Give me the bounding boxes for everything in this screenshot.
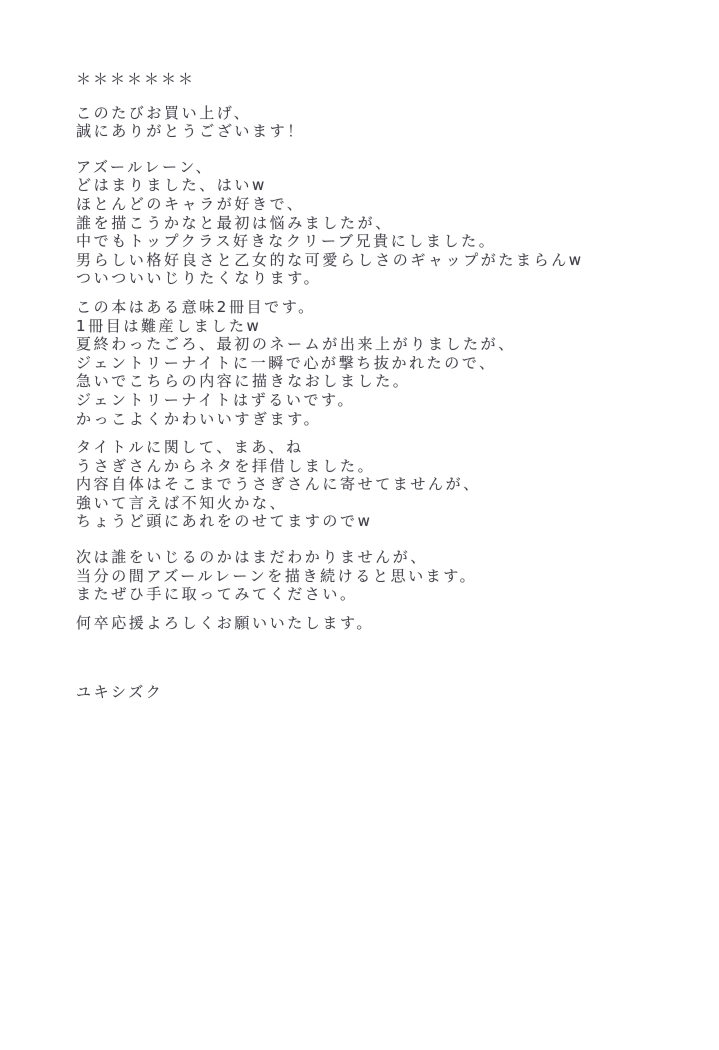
afterword-line: 急いでこちらの内容に描きなおしました。 <box>76 372 411 391</box>
afterword-line: ほとんどのキャラが好きで、 <box>76 194 305 213</box>
afterword-line: ジェントリーナイトに一瞬で心が撃ち抜かれたので、 <box>76 353 497 372</box>
afterword-line: アズールレーン、 <box>76 157 214 176</box>
afterword-paragraph-second-book <box>76 298 584 428</box>
afterword-line: またぜひ手に取ってみてください。 <box>76 585 358 604</box>
afterword-line: このたびお買い上げ、 <box>76 103 252 122</box>
afterword-line: 夏終わったごろ、最初のネームが出来上がりましたが、 <box>76 335 516 354</box>
afterword-paragraph-closing <box>76 614 584 633</box>
afterword-line: 誠にありがとうございます！ <box>76 122 305 141</box>
afterword-line: どはまりました、はいw <box>76 176 267 195</box>
afterword-line: 内容自体はそこまでうさぎさんに寄せてませんが、 <box>76 475 481 494</box>
afterword-line: 1冊目は難産しましたw <box>76 316 262 335</box>
afterword-text-block <box>76 70 584 702</box>
afterword-line: タイトルに関して、まあ、ね <box>76 438 304 457</box>
afterword-paragraph-title <box>76 438 584 531</box>
afterword-line: ジェントリーナイトはずるいです。 <box>76 390 356 409</box>
afterword-line: 男らしい格好良さと乙女的な可愛らしさのギャップがたまらんw <box>76 250 584 269</box>
afterword-line: 何卒応援よろしくお願いいたします。 <box>76 613 375 632</box>
afterword-line: ついついいじりたくなります。 <box>76 269 322 288</box>
afterword-line: うさぎさんからネタを拝借しました。 <box>76 456 376 475</box>
afterword-paragraph-azurlane <box>76 158 584 288</box>
afterword-line: 次は誰をいじるのかはまだわかりませんが、 <box>76 548 429 567</box>
afterword-line: 中でもトップクラス好きなクリーブ兄貴にしました。 <box>76 232 497 251</box>
author-signature: ユキシズク <box>76 683 164 702</box>
afterword-line: 強いて言えば不知火かな、 <box>76 493 288 512</box>
afterword-line: 誰を描こうかなと最初は悩みましたが、 <box>76 213 393 232</box>
afterword-line: ちょうど頭にあれをのせてますのでw <box>76 512 373 531</box>
afterword-paragraph-thanks <box>76 104 584 141</box>
afterword-line: この本はある意味2冊目です。 <box>76 297 316 316</box>
afterword-line: かっこよくかわいいすぎます。 <box>76 409 322 428</box>
afterword-line: 当分の間アズールレーンを描き続けると思います。 <box>76 566 478 585</box>
afterword-paragraph-next <box>76 548 584 604</box>
asterisk-divider: ＊＊＊＊＊＊＊ <box>76 70 196 88</box>
